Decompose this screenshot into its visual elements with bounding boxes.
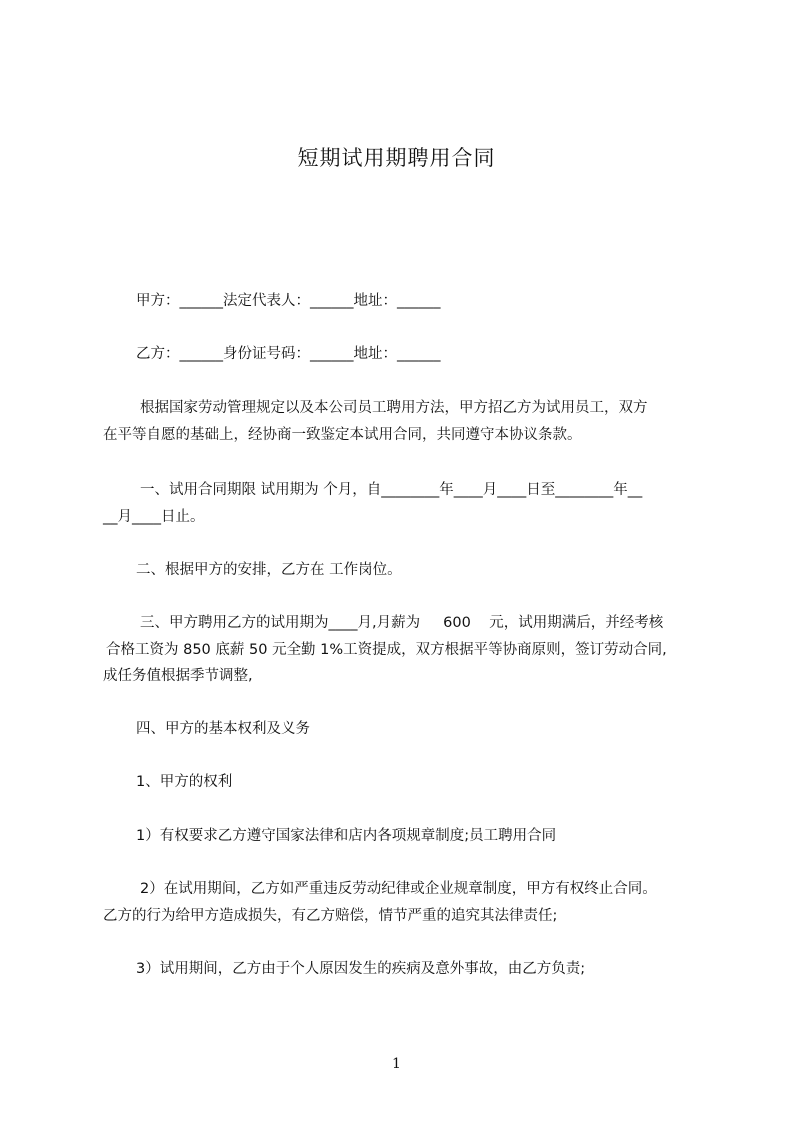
party-a-line: 甲方：______法定代表人：______地址：______ <box>136 293 441 309</box>
clause-2: 二、根据甲方的安排，乙方在 工作岗位。 <box>136 562 402 578</box>
rights-item-2-line-2: 乙方的行为给甲方造成损失，有乙方赔偿，情节严重的追究其法律责任; <box>103 908 558 924</box>
clause-4-heading: 四、甲方的基本权利及义务 <box>136 721 310 737</box>
clause-1-line-2: __月____日止。 <box>103 509 205 525</box>
clause-1-line-1: 一、试用合同期限 试用期为 个月，自________年____月____日至________年__ <box>140 482 643 498</box>
rights-item-1: 1）有权要求乙方遵守国家法律和店内各项规章制度;员工聘用合同 <box>136 828 557 844</box>
party-b-line: 乙方：______身份证号码：______地址：______ <box>136 346 441 362</box>
clause-4-subheading: 1、甲方的权利 <box>136 774 233 790</box>
page-number: 1 <box>392 1056 401 1072</box>
preamble-line-1: 根据国家劳动管理规定以及本公司员工聘用方法，甲方招乙方为试用员工，双方 <box>140 400 648 416</box>
rights-item-3: 3）试用期间，乙方由于个人原因发生的疾病及意外事故，由乙方负责; <box>136 961 586 977</box>
clause-3-line-1: 三、甲方聘用乙方的试用期为____月,月薪为 600 元，试用期满后，并经考核 <box>140 615 664 631</box>
preamble-line-2: 在平等自愿的基础上，经协商一致鉴定本试用合同，共同遵守本协议条款。 <box>103 427 582 443</box>
rights-item-2-line-1: 2）在试用期间，乙方如严重违反劳动纪律或企业规章制度，甲方有权终止合同。 <box>140 881 657 897</box>
clause-3-line-2: 合格工资为 850 底薪 50 元全勤 1%工资提成，双方根据平等协商原则，签订劳动合同, <box>106 642 667 658</box>
clause-3-line-3: 成任务值根据季节调整, <box>103 668 253 684</box>
document-title: 短期试用期聘用合同 <box>297 146 496 170</box>
